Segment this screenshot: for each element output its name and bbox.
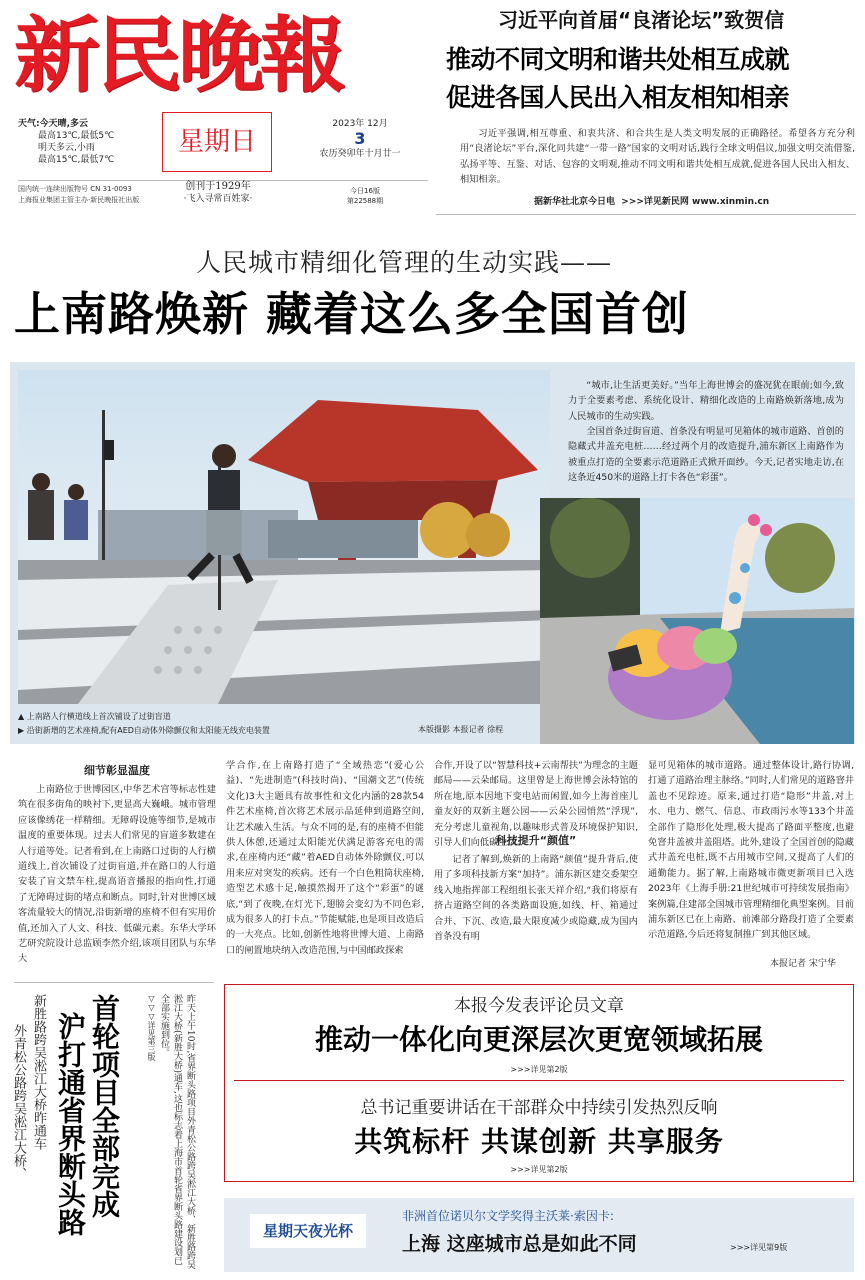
date-day: 3: [354, 129, 366, 148]
vertical-headline-2: 沪打通省界断头路: [54, 1012, 87, 1236]
caption-2: ▶ 沿街新增的艺术座椅,配有AED自动体外除颤仪和太阳能无线充电装置: [18, 726, 270, 735]
date-year-month: 2023年 12月: [332, 119, 388, 129]
date-box: [290, 118, 430, 160]
more-link[interactable]: >>>详见新民网 www.xinmin.cn: [621, 197, 770, 207]
footer-more[interactable]: >>>详见第9版: [730, 1243, 788, 1252]
issue-number: 第22588期: [346, 197, 384, 205]
page-count: 今日16版: [350, 187, 380, 195]
weather-line: 最高15℃,最低7℃: [38, 155, 115, 165]
article-column-2: 学合作,在上南路打造了“全域热恋”(爱心公益)、“先进制造”(科技时尚)、“国潮文艺”(传统文化)3大主题具有故事性和文化内涵的28款54件艺术座椅,首次将艺术展示品延伸到道路空间,让艺术融入生活。与众不同的是,有的座椅不但能供人休憩,还通过太阳能光伏满足游客充电的需求,在座椅内还“藏”着AED自动体外除颤仪,可以用来应对突发的疾病。还有一个白色粗筒状座椅,造型艺术感十足,触摸然揭开了这个“彩蛋”的谜底,“到了夜晚,在灯光下,翅膀会变幻为不同色彩,成为很多人的打卡点。”节能赋能,也是项目改造后的一大亮点。比如,创新性地将世博大道、上南路口的闸置地块纳入改造范围,与中国邮政探索: [226, 760, 424, 956]
weather-line: 最高13℃,最低5℃: [38, 131, 115, 141]
footer-section-label[interactable]: 星期天夜光杯: [250, 1214, 366, 1248]
footer-headline: 上海 这座城市总是如此不同: [402, 1233, 637, 1255]
article-column-1: 上南路位于世博园区,中华艺术宫等标志性建筑在很多街角的映衬下,更显高大巍峨。城市管理应该像绣花一样精细。无障碍设施等细节,是城市温度的重要体现。过去人们常见的盲道多数建在人行道等处。记者看到,在上南路口过街的人行横道线上,首次铺设了过街盲道,并在路口的人行道安装了盲文禁车柱,提高语音播报的指向性,打通了无障碍过街的堵点和断点。同时,针对世博区域客流量较大的情况,沿街新增的座椅不但有实用价值,还加入了人文、科技、低碳元素。东华大学环艺研究院设计总监顾李然介绍,该项目团队与东华大: [18, 784, 216, 965]
vertical-sub-2: 外青松公路跨吴淞江大桥、: [11, 1024, 26, 1180]
founded-year: 创刊于1929年: [185, 181, 251, 192]
commentary-kicker-1: 本报今发表评论员文章: [454, 996, 624, 1016]
top-story-headline-1: 推动不同文明和谐共处相互成就: [446, 45, 790, 74]
photo-credit: 本版摄影 本报记者 徐程: [418, 725, 504, 734]
lunar-date: 农历癸卯年十月廿一: [319, 149, 401, 159]
issue-info: [330, 186, 400, 206]
top-story-body: 习近平强调,相互尊重、和衷共济、和合共生是人类文明发展的正确路径。希望各方充分利用“良渚论坛”平台,深化同共建“一带一路”国家的文明对话,践行全球文明倡议,加强文明交流借鉴,弘扬平等、互鉴、对话、包容的文明观,推动不同文明和谐共处相互成就,促进各国人民出入相友、相知相亲。: [460, 128, 855, 185]
article-column-3: 合作,开设了以“智慧科技+云南帮扶”为理念的主题邮局——云朵邮局。这里曾是上海世博会泳特馆的所在地,原本因地下变电站而闲置,如今上海首座儿童友好的双新主题公园——云朵公园悄然“浮现”,充分考虑儿童视角,以趣味形式普及环境保护知识,引导人们向低碳生活。: [434, 760, 638, 849]
article-column-4: 显可见箱体的城市道路。通过整体设计,路行协调,打通了道路治理主脉络。”同时,人们常见的道路窨井盖也不见踪迹。原来,通过打造“隐形”井盖,对上水、电力、燃气、信息、市政雨污水等133个井盖全部作了隐形化处理,极大提高了路面平整度,也避免窨井盖被井盖阻塔。此外,建设了全国首创的隐藏式井盖充电桩,既不占用城市空间,又提高了人们的通勤能力。据了解,上南路城市微更新项目已入选2023年《上海手册:21世纪城市可持续发展指南》案例篇,住建部全国城市管理精细化典型案例。目前浦东新区已在上南路、前滩部分路段打造了全要素示范道路,今后还将复制推广到其他区域。: [648, 760, 854, 941]
intro-p1: “城市,让生活更美好。”当年上海世博会的盛况犹在眼前;如今,致力于全要素考虑、系统化设计、精细化改造的上南路焕新落地,成为人民城市的生动实践。: [568, 380, 844, 422]
vertical-headline-1: 首轮项目全部完成: [88, 994, 121, 1218]
divider: [14, 982, 214, 983]
photo-art-bench: [540, 498, 854, 744]
feature-kicker: 人民城市精细化管理的生动实践——: [196, 248, 613, 277]
photo-captions: [18, 710, 270, 738]
caption-1: ▲ 上南路人行横道线上首次铺设了过街盲道: [18, 712, 171, 721]
weather-line: 明天多云,小雨: [38, 143, 95, 153]
divider: [234, 1080, 844, 1081]
founded-info: [168, 180, 268, 206]
source: 据新华社北京今日电: [534, 197, 616, 207]
photo-crosswalk: [18, 370, 550, 704]
top-story-headline-2: 促进各国人民出入相友相知相亲: [446, 83, 790, 112]
vertical-sub-1: 新胜路跨吴淞江大桥昨通车: [31, 994, 46, 1150]
top-story-kicker: 习近平向首届“良渚论坛”致贺信: [498, 8, 785, 32]
commentary-more-1[interactable]: >>>详见第2版: [510, 1065, 568, 1074]
vertical-story-more[interactable]: ▽▽▽详见第三版: [147, 994, 156, 1061]
registration-info: [18, 184, 178, 206]
commentary-more-2[interactable]: >>>详见第2版: [510, 1165, 568, 1174]
weekday-badge: 星期日: [162, 112, 272, 172]
footer-kicker: 非洲首位诺贝尔文学奖得主沃莱·索因卡:: [402, 1209, 614, 1223]
article-byline: 本报记者 宋宁华: [770, 959, 836, 969]
commentary-kicker-2: 总书记重要讲话在干部群众中持续引发热烈反响: [360, 1098, 718, 1118]
weather-line: 天气:今天晴,多云: [18, 119, 89, 129]
vertical-story-body: 昨天上午10时,省界断头路项目外青松公路跨吴淞江大桥、新胜路跨吴淞江大桥(新胜大桥)通车,这也标志着上海市首轮省界断头路建设划已全部实施到位。: [159, 994, 195, 1270]
registration-line: 上海报业集团主管主办·新民晚报社出版: [18, 196, 140, 204]
slogan: ·飞入寻常百姓家·: [183, 194, 253, 204]
section-heading-1: 细节彰显温度: [84, 764, 150, 777]
top-story-source: [534, 194, 769, 207]
masthead-logo: 新民晚報: [14, 7, 342, 104]
commentary-headline-1: 推动一体化向更深层次更宽领域拓展: [314, 1023, 763, 1056]
commentary-headline-2: 共筑标杆 共谋创新 共享服务: [354, 1125, 724, 1158]
intro-p2: 全国首条过街盲道、首条没有明显可见箱体的城市道路、首创的隐藏式井盖充电桩……经过两个月的改造提升,浦东新区上南路作为被重点打造的全要素示范道路正式掀开面纱。今天,记者实地走访,在这条近450米的道路上打卡各色“彩蛋”。: [568, 426, 844, 483]
divider: [436, 214, 856, 215]
registration-line: 国内统一连续出版物号 CN 31-0093: [18, 185, 132, 193]
article-column-3b: 记者了解到,焕新的上南路“颜值”提升背后,使用了多项科技新方案“加持”。浦东新区建交委架空线入地指挥部工程组组长张天祥介绍,“我们将原有挤占道路空间的各类路面设施,如线、杆、箱通过合并、下沉、改造,最大限度减少或隐藏,成为国内首条没有明: [434, 854, 638, 943]
feature-headline: 上南路焕新 藏着这么多全国首创: [14, 287, 690, 341]
section-heading-2: 科技提升“颜值”: [495, 834, 577, 847]
